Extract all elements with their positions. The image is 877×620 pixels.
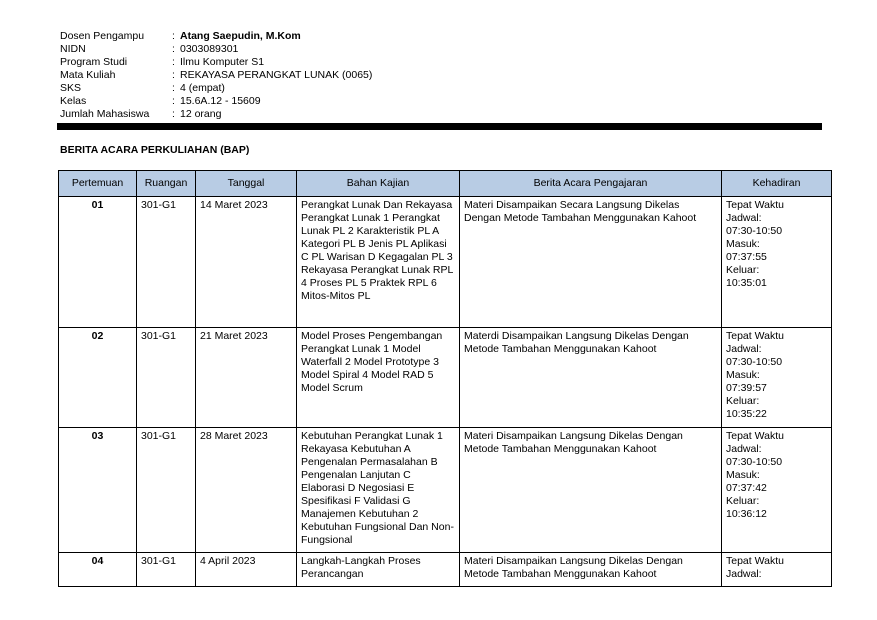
kehadiran-line: 07:30-10:50 [726, 456, 783, 468]
bap-table [58, 170, 832, 587]
kehadiran-line: Jadwal: [726, 568, 762, 580]
info-row-nidn [60, 43, 372, 56]
cell-ruangan: 301-G1 [137, 428, 196, 553]
cell-tanggal: 14 Maret 2023 [196, 197, 297, 328]
kehadiran-line: Tepat Waktu [726, 330, 784, 342]
info-value: REKAYASA PERANGKAT LUNAK (0065) [180, 69, 373, 81]
header-ruangan: Ruangan [137, 171, 196, 197]
kehadiran-line: 07:37:55 [726, 251, 767, 263]
cell-pertemuan: 02 [59, 328, 137, 428]
cell-berita-acara: Materi Disampaikan Secara Langsung Dikelas Dengan Metode Tambahan Menggunakan Kahoot [460, 197, 722, 328]
info-row-prodi [60, 56, 372, 69]
cell-kehadiran [722, 328, 832, 428]
cell-berita-acara: Materi Disampaikan Langsung Dikelas Dengan Metode Tambahan Menggunakan Kahoot [460, 428, 722, 553]
cell-bahan-kajian: Model Proses Pengembangan Perangkat Lunak 1 Model Waterfall 2 Model Prototype 3 Model Spiral 4 Model RAD 5 Model Scrum [297, 328, 460, 428]
kehadiran-line: Keluar: [726, 495, 760, 507]
info-label: SKS [60, 82, 82, 94]
info-value: 12 orang [180, 108, 222, 120]
cell-pertemuan: 01 [59, 197, 137, 328]
info-row-sks [60, 82, 372, 95]
info-separator: : [172, 69, 175, 81]
info-value: Ilmu Komputer S1 [180, 56, 265, 68]
cell-berita-acara: Materdi Disampaikan Langsung Dikelas Dengan Metode Tambahan Menggunakan Kahoot [460, 328, 722, 428]
info-row-dosen [60, 30, 372, 43]
header-kehadiran: Kehadiran [722, 171, 832, 197]
info-separator: : [172, 56, 175, 68]
kehadiran-line: 10:35:01 [726, 277, 767, 289]
kehadiran-line: Tepat Waktu [726, 199, 784, 211]
cell-bahan-kajian: Kebutuhan Perangkat Lunak 1 Rekayasa Kebutuhan A Pengenalan Permasalahan B Pengenalan Lanjutan C Elaborasi D Negosiasi E Spesifikasi F Validasi G Manajemen Kebutuhan 2 Kebutuhan Fungsional Dan Non-Fungsional [297, 428, 460, 553]
info-label: Program Studi [60, 56, 128, 68]
info-row-matkul [60, 69, 372, 82]
kehadiran-line: 07:39:57 [726, 382, 767, 394]
kehadiran-line: Keluar: [726, 264, 760, 276]
info-label: NIDN [60, 43, 86, 55]
kehadiran-line: Tepat Waktu [726, 555, 784, 567]
cell-ruangan: 301-G1 [137, 328, 196, 428]
header-pertemuan: Pertemuan [59, 171, 137, 197]
kehadiran-line: Jadwal: [726, 443, 762, 455]
info-row-jumlah [60, 108, 372, 121]
cell-kehadiran [722, 553, 832, 587]
kehadiran-line: Keluar: [726, 395, 760, 407]
cell-berita-acara: Materi Disampaikan Langsung Dikelas Dengan Metode Tambahan Menggunakan Kahoot [460, 553, 722, 587]
header-berita-acara: Berita Acara Pengajaran [460, 171, 722, 197]
info-separator: : [172, 82, 175, 94]
cell-tanggal: 4 April 2023 [196, 553, 297, 587]
table-row [59, 197, 832, 328]
kehadiran-line: Jadwal: [726, 343, 762, 355]
kehadiran-line: Jadwal: [726, 212, 762, 224]
kehadiran-line: 07:30-10:50 [726, 356, 783, 368]
info-label: Kelas [60, 95, 87, 107]
cell-ruangan: 301-G1 [137, 553, 196, 587]
header-divider [57, 123, 822, 130]
cell-bahan-kajian: Langkah-Langkah Proses Perancangan [297, 553, 460, 587]
kehadiran-line: Masuk: [726, 469, 760, 481]
cell-pertemuan: 03 [59, 428, 137, 553]
kehadiran-line: 07:37:42 [726, 482, 767, 494]
info-row-kelas [60, 95, 372, 108]
table-row [59, 553, 832, 587]
kehadiran-line: Tepat Waktu [726, 430, 784, 442]
section-title: BERITA ACARA PERKULIAHAN (BAP) [60, 144, 250, 156]
info-value: Atang Saepudin, M.Kom [180, 30, 301, 42]
kehadiran-line: 07:30-10:50 [726, 225, 783, 237]
table-row [59, 428, 832, 553]
cell-tanggal: 28 Maret 2023 [196, 428, 297, 553]
table-header-row [59, 171, 832, 197]
table-row [59, 328, 832, 428]
info-separator: : [172, 30, 175, 42]
header-bahan-kajian: Bahan Kajian [297, 171, 460, 197]
kehadiran-line: Masuk: [726, 369, 760, 381]
cell-tanggal: 21 Maret 2023 [196, 328, 297, 428]
cell-bahan-kajian: Perangkat Lunak Dan Rekayasa Perangkat Lunak 1 Perangkat Lunak PL 2 Karakteristik PL A Kategori PL B Jenis PL Aplikasi C PL Warisan D Kegagalan PL 3 Rekayasa Perangkat Lunak RPL 4 Proses PL 5 Praktek RPL 6 Mitos-Mitos PL [297, 197, 460, 328]
info-label: Mata Kuliah [60, 69, 116, 81]
cell-kehadiran [722, 428, 832, 553]
header-tanggal: Tanggal [196, 171, 297, 197]
info-separator: : [172, 43, 175, 55]
info-value: 4 (empat) [180, 82, 225, 94]
kehadiran-line: Masuk: [726, 238, 760, 250]
cell-ruangan: 301-G1 [137, 197, 196, 328]
cell-kehadiran [722, 197, 832, 328]
course-info [60, 30, 372, 121]
info-label: Jumlah Mahasiswa [60, 108, 150, 120]
kehadiran-line: 10:35:22 [726, 408, 767, 420]
kehadiran-line: 10:36:12 [726, 508, 767, 520]
info-value: 0303089301 [180, 43, 239, 55]
info-label: Dosen Pengampu [60, 30, 145, 42]
info-separator: : [172, 95, 175, 107]
cell-pertemuan: 04 [59, 553, 137, 587]
info-separator: : [172, 108, 175, 120]
info-value: 15.6A.12 - 15609 [180, 95, 261, 107]
